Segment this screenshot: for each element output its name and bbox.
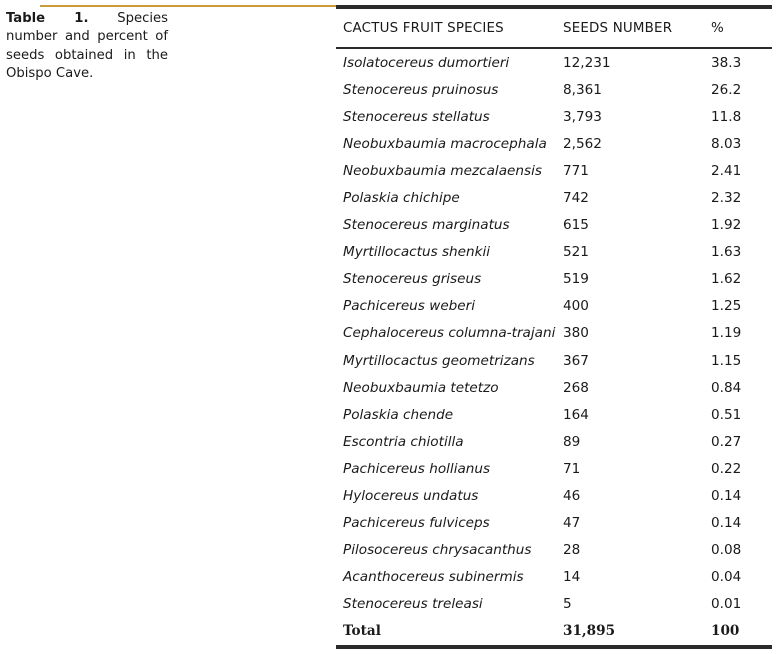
- species-cell: Polaskia chichipe: [343, 190, 460, 207]
- percent-cell: 1.19: [711, 325, 742, 342]
- table-row: [336, 76, 772, 103]
- seeds-cell: 164: [563, 406, 589, 423]
- seeds-cell: 268: [563, 379, 589, 396]
- seeds-cell: 2,562: [563, 135, 602, 152]
- species-cell: Escontria chiotilla: [343, 433, 464, 450]
- total-label: Total: [343, 622, 381, 639]
- species-cell: Neobuxbaumia tetetzo: [343, 379, 499, 396]
- seeds-cell: 14: [563, 569, 581, 586]
- table-row: [336, 537, 772, 564]
- percent-cell: 0.22: [711, 460, 742, 477]
- percent-cell: 0.14: [711, 488, 742, 505]
- table-total-row: [336, 618, 772, 644]
- table-row: [336, 401, 772, 428]
- percent-cell: 0.84: [711, 379, 742, 396]
- total-seeds: 31,895: [563, 622, 616, 639]
- table-row: [336, 266, 772, 293]
- seeds-cell: 3,793: [563, 108, 602, 125]
- table-row: [336, 103, 772, 130]
- table-body: [336, 49, 772, 618]
- table-caption: [6, 10, 168, 84]
- species-cell: Neobuxbaumia mezcalaensis: [343, 162, 542, 179]
- caption-label: Table 1.: [6, 11, 89, 26]
- percent-cell: 2.32: [711, 190, 742, 207]
- species-cell: Pachicereus fulviceps: [343, 515, 490, 532]
- seeds-cell: 47: [563, 515, 581, 532]
- percent-cell: 0.51: [711, 406, 742, 423]
- percent-cell: 2.41: [711, 162, 742, 179]
- species-cell: Stenocereus griseus: [343, 271, 482, 288]
- table-row: [336, 293, 772, 320]
- table-row: [336, 455, 772, 482]
- seeds-cell: 615: [563, 217, 589, 234]
- caption-text: Species number and percent of seeds obtained in the Obispo Cave.: [6, 11, 168, 82]
- seeds-cell: 380: [563, 325, 589, 342]
- header-seeds: SEEDS NUMBER: [563, 20, 673, 36]
- table-row: [336, 428, 772, 455]
- species-cell: Acanthocereus subinermis: [343, 569, 524, 586]
- species-cell: Cephalocereus columna-trajani: [343, 325, 556, 342]
- percent-cell: 1.25: [711, 298, 742, 315]
- table-row: [336, 320, 772, 347]
- table-row: [336, 212, 772, 239]
- table-row: [336, 157, 772, 184]
- seeds-cell: 742: [563, 190, 589, 207]
- seeds-cell: 400: [563, 298, 589, 315]
- seeds-cell: 89: [563, 433, 581, 450]
- species-cell: Myrtillocactus shenkii: [343, 244, 491, 261]
- percent-cell: 0.27: [711, 433, 742, 450]
- species-cell: Isolatocereus dumortieri: [343, 54, 510, 71]
- accent-line: [40, 5, 336, 7]
- seeds-cell: 771: [563, 162, 589, 179]
- percent-cell: 0.01: [711, 596, 742, 613]
- percent-cell: 11.8: [711, 108, 742, 125]
- species-cell: Myrtillocactus geometrizans: [343, 352, 535, 369]
- species-cell: Pachicereus hollianus: [343, 460, 491, 477]
- table-row: [336, 374, 772, 401]
- species-cell: Stenocereus stellatus: [343, 108, 490, 125]
- header-species: CACTUS FRUIT SPECIES: [343, 20, 504, 36]
- seeds-cell: 5: [563, 596, 572, 613]
- percent-cell: 1.15: [711, 352, 742, 369]
- species-cell: Neobuxbaumia macrocephala: [343, 135, 547, 152]
- table-header-row: [336, 9, 772, 47]
- percent-cell: 8.03: [711, 135, 742, 152]
- header-percent: %: [711, 20, 724, 36]
- seeds-cell: 12,231: [563, 54, 611, 71]
- species-cell: Stenocereus pruinosus: [343, 81, 499, 98]
- percent-cell: 26.2: [711, 81, 742, 98]
- species-cell: Stenocereus treleasi: [343, 596, 483, 613]
- species-cell: Polaskia chende: [343, 406, 454, 423]
- seeds-cell: 28: [563, 542, 581, 559]
- percent-cell: 1.62: [711, 271, 742, 288]
- seeds-cell: 367: [563, 352, 589, 369]
- seeds-cell: 521: [563, 244, 589, 261]
- species-table: [336, 5, 772, 649]
- seeds-cell: 8,361: [563, 81, 602, 98]
- table-row: [336, 347, 772, 374]
- species-cell: Pilosocereus chrysacanthus: [343, 542, 532, 559]
- percent-cell: 1.63: [711, 244, 742, 261]
- seeds-cell: 519: [563, 271, 589, 288]
- table-row: [336, 239, 772, 266]
- percent-cell: 38.3: [711, 54, 742, 71]
- percent-cell: 0.14: [711, 515, 742, 532]
- total-percent: 100: [711, 622, 740, 639]
- table-bottom-rule: [336, 645, 772, 649]
- seeds-cell: 71: [563, 460, 581, 477]
- table-row: [336, 591, 772, 618]
- species-cell: Stenocereus marginatus: [343, 217, 510, 234]
- percent-cell: 0.08: [711, 542, 742, 559]
- table-row: [336, 184, 772, 211]
- table-row: [336, 564, 772, 591]
- percent-cell: 1.92: [711, 217, 742, 234]
- species-cell: Pachicereus weberi: [343, 298, 476, 315]
- seeds-cell: 46: [563, 488, 581, 505]
- table-row: [336, 49, 772, 76]
- table-row: [336, 483, 772, 510]
- species-cell: Hylocereus undatus: [343, 488, 479, 505]
- table-row: [336, 130, 772, 157]
- table-row: [336, 510, 772, 537]
- percent-cell: 0.04: [711, 569, 742, 586]
